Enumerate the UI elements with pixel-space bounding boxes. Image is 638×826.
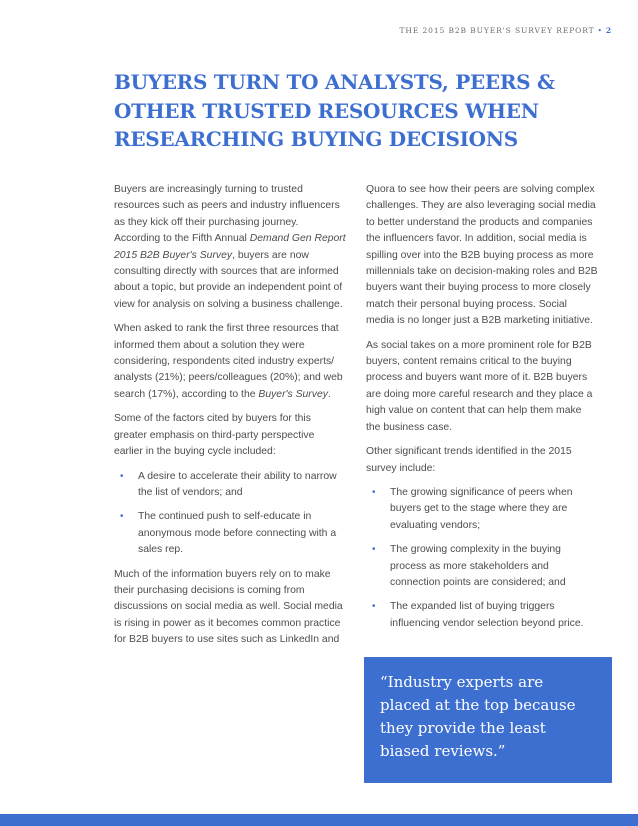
list-item: • The growing complexity in the buying process as more stakeholders and connection points are considered; and (372, 544, 566, 588)
pull-quote (364, 657, 612, 783)
page-number: 2 (605, 26, 612, 35)
list-item: • The growing significance of peers when buyers get to the stage where they are evaluating vendors; (372, 486, 573, 531)
running-header (400, 26, 613, 35)
right-column (366, 182, 598, 640)
right-paragraph-1: Quora to see how their peers are solving complex challenges. They are also leveraging social media to better understand the products and companies the influencers favor. In addition, social media is spilling over into the B2B buying process as more millennials take on decision-making roles and B2B buyers want their buying process to more closely match their personal buying process. Social media is no longer just a B2B marketing initiative. (366, 184, 598, 327)
list-item: • The continued push to self-educate in anonymous mode before connecting with a sales rep. (120, 511, 337, 556)
left-paragraph-1: Buyers are increasingly turning to trusted resources such as peers and industry influencers as they kick off their purchasing journey. According to the Fifth Annual Demand Gen Report 2015 B2B Buyer's Survey, buyers are now consulting directly with sources that are informed about a topic, but provide an independent point of view for analysis on solving a business challenge. (114, 184, 346, 310)
survey-short-title: Buyer's Survey (258, 388, 328, 400)
report-title: THE 2015 B2B BUYER'S SURVEY REPORT (399, 26, 595, 35)
header-separator: • (597, 26, 603, 35)
list-item: • A desire to accelerate their ability to narrow the list of vendors; and (120, 470, 337, 498)
left-column (114, 182, 346, 657)
bullet-icon: • (120, 470, 124, 482)
right-paragraph-3: Other significant trends identified in the 2015 survey include: (366, 446, 572, 474)
left-paragraph-2: When asked to rank the first three resources that informed them about a solution they were considering, respondents cited industry experts/ analysts (21%); peers/colleagues (20%); and web search (17%), according to the Buyer's Survey. (114, 323, 343, 400)
right-bullet-list (366, 485, 598, 632)
bullet-icon: • (372, 544, 376, 556)
left-paragraph-4: Much of the information buyers rely on to make their purchasing decisions is coming from discussions on social media as well. Social media is rising in power as it becomes common practice for B2B buyers to use sites such as LinkedIn and (114, 568, 343, 646)
bullet-icon: • (372, 486, 376, 498)
footer-bar (0, 814, 638, 826)
list-item: • The expanded list of buying triggers influencing vendor selection beyond price. (372, 601, 584, 629)
bullet-icon: • (120, 511, 124, 523)
left-paragraph-3: Some of the factors cited by buyers for this greater emphasis on third-party perspective earlier in the buying cycle included: (114, 413, 315, 458)
bullet-icon: • (372, 601, 376, 613)
pull-quote-text: “Industry experts are placed at the top because they provide the least biased reviews.” (380, 673, 576, 760)
right-paragraph-2: As social takes on a more prominent role for B2B buyers, content remains critical to the buying process and buyers want more of it. B2B buyers are doing more careful research and they place a high value on content that can help them make the business case. (366, 339, 593, 433)
left-bullet-list (114, 469, 346, 559)
page-title: BUYERS TURN TO ANALYSTS, PEERS & OTHER TRUSTED RESOURCES WHEN RESEARCHING BUYING DECISIONS (114, 70, 555, 151)
survey-title: Demand Gen Report 2015 B2B Buyer's Survey (114, 233, 346, 261)
